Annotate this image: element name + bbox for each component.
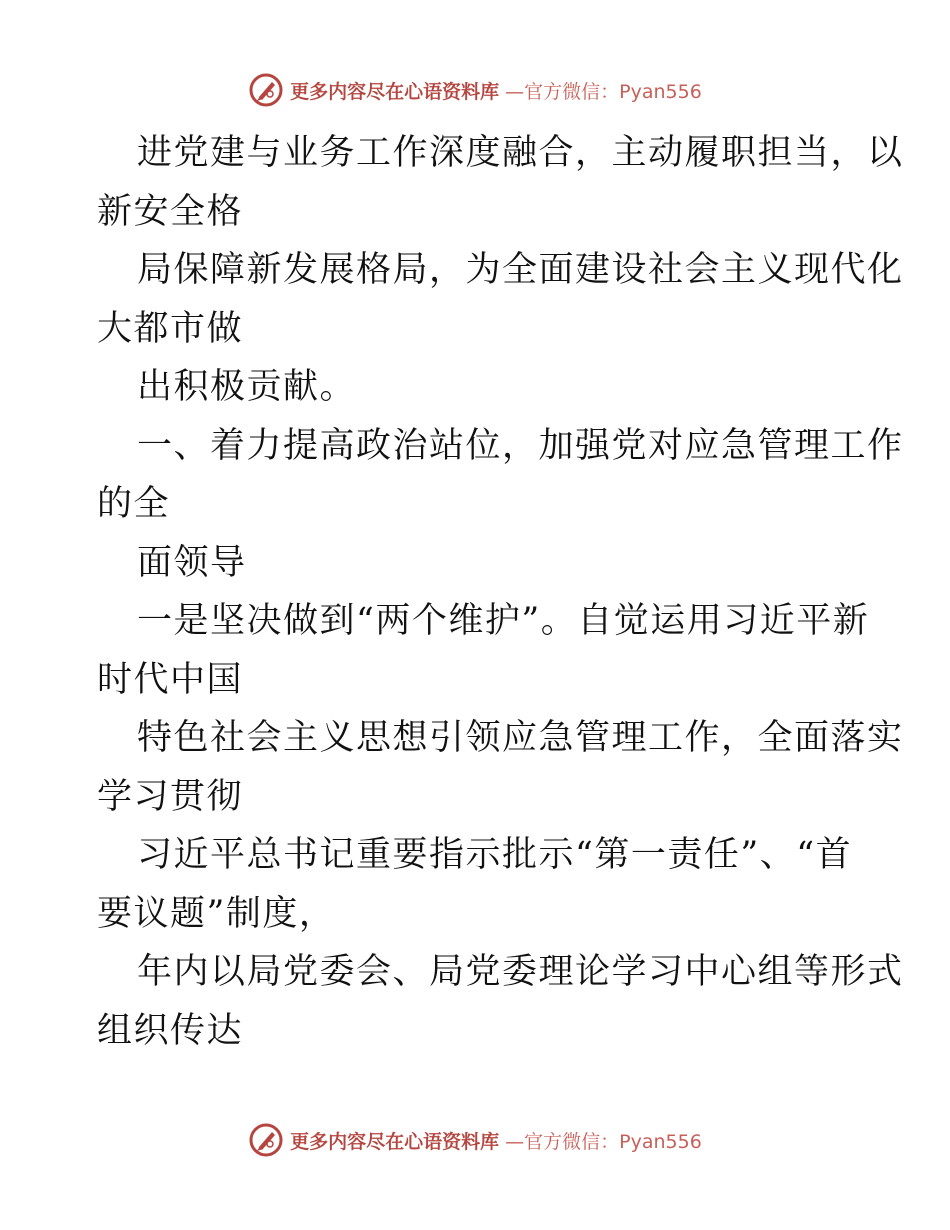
text-line: 新安全格	[97, 191, 244, 232]
text-line: 进党建与业务工作深度融合，主动履职担当，以	[137, 133, 904, 173]
text-line: 学习贯彻	[97, 776, 244, 817]
text-line: 出积极贡献。	[137, 367, 357, 407]
section-heading-line: 一、着力提高政治站位，加强党对应急管理工作	[137, 425, 904, 466]
text-line: 一是坚决做到“两个维护”。自觉运用习近平新	[137, 601, 870, 641]
text-line: 要议题”制度，	[97, 893, 336, 934]
quill-pen-logo-icon	[248, 1122, 284, 1158]
watermark-sub-text: —官方微信：Pyan556	[505, 80, 702, 103]
text-line: 习近平总书记重要指示批示“第一责任”、“首	[137, 835, 853, 875]
text-line: 局保障新发展格局，为全面建设社会主义现代化	[137, 250, 904, 290]
quill-pen-logo-icon	[248, 72, 284, 108]
footer-watermark	[0, 1120, 950, 1160]
text-line: 特色社会主义思想引领应急管理工作，全面落实	[137, 718, 904, 758]
text-line: 时代中国	[97, 659, 244, 700]
section-heading-line: 面领导	[137, 542, 247, 583]
watermark-main-text: 更多内容尽在心语资料库	[290, 80, 500, 103]
document-body	[97, 124, 904, 1060]
watermark-sub-text: —官方微信：Pyan556	[505, 1130, 702, 1153]
header-watermark	[0, 70, 950, 110]
text-line: 大都市做	[97, 308, 244, 349]
text-line: 组织传达	[97, 1010, 244, 1051]
watermark-main-text: 更多内容尽在心语资料库	[290, 1130, 500, 1153]
section-heading-line: 的全	[97, 484, 171, 524]
text-line: 年内以局党委会、局党委理论学习中心组等形式	[137, 952, 904, 992]
